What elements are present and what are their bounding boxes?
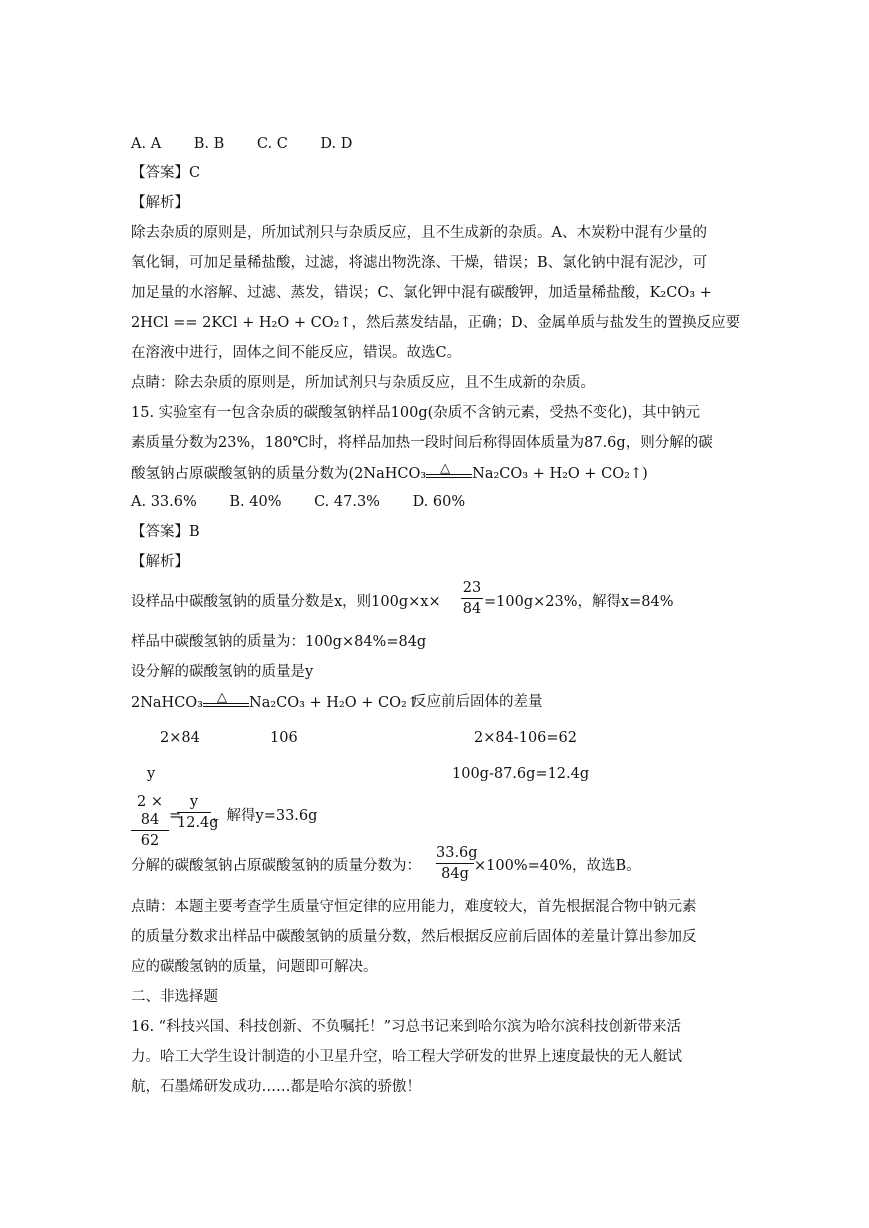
- q15-stem-line: 15. 实验室有一包含杂质的碳酸氢钠样品100g(杂质不含钠元素，受热不变化)，其中钠元: [131, 405, 700, 421]
- q15-option-a: A. 33.6%: [131, 494, 197, 510]
- q14-options: [131, 134, 380, 154]
- q14-analysis-line: 2HCl == 2KCl + H₂O + CO₂↑，然后蒸发结晶，正确；D、金属单质与盐发生的置换反应要: [131, 315, 741, 331]
- q15-step3: 设分解的碳酸氢钠的质量是y: [131, 664, 314, 680]
- q15-row2-unknown: y: [147, 766, 156, 782]
- q14-note: 点睛：除去杂质的原则是，所加试剂只与杂质反应，且不生成新的杂质。: [131, 375, 595, 391]
- q16-stem-line: 16. “科技兴国、科技创新、不负嘱托！”习总书记来到哈尔滨为哈尔滨科技创新带来活: [131, 1019, 681, 1035]
- q15-step1-prefix: 设样品中碳酸氢钠的质量分数是x，则100g×x×: [131, 594, 441, 610]
- q15-proportion-equals: =: [169, 808, 182, 824]
- fraction-denominator: 62: [140, 833, 160, 849]
- q16-stem-line: 力。哈工大学生设计制造的小卫星升空，哈工程大学研发的世界上速度最快的无人艇试: [131, 1049, 682, 1065]
- fraction-numerator: 23: [462, 580, 482, 596]
- q15-step1-suffix: =100g×23%，解得x=84%: [484, 594, 674, 610]
- heat-condition-symbol: [203, 692, 249, 707]
- section-heading: 二、非选择题: [131, 989, 218, 1005]
- q15-equation-note: 反应前后固体的差量: [412, 694, 543, 710]
- fraction-numerator: 33.6g: [436, 845, 478, 861]
- q15-option-b: B. 40%: [229, 494, 282, 510]
- q15-note-line: 点睛：本题主要考查学生质量守恒定律的应用能力，难度较大，首先根据混合物中钠元素: [131, 899, 697, 915]
- q15-option-d: D. 60%: [412, 494, 466, 510]
- q15-row1-mass: 2×84: [160, 730, 200, 746]
- q14-analysis-line: 除去杂质的原则是，所加试剂只与杂质反应，且不生成新的杂质。A、木炭粉中混有少量的: [131, 225, 707, 241]
- q15-stem-line: 素质量分数为23%，180℃时，将样品加热一段时间后称得固体质量为87.6g，则分解的碳: [131, 435, 713, 451]
- q15-note-line: 的质量分数求出样品中碳酸氢钠的质量分数，然后根据反应前后固体的差量计算出参加反: [131, 929, 697, 945]
- fraction-numerator: 2 × 84: [137, 794, 163, 828]
- q15-stem-prefix: 酸氢钠占原碳酸氢钠的质量分数为(2NaHCO₃: [131, 466, 427, 482]
- fraction-numerator: y: [189, 794, 199, 810]
- q15-proportion-result: ，解得y=33.6g: [212, 808, 318, 824]
- q15-proportion-left: [131, 793, 169, 850]
- q15-row1-difference: 2×84-106=62: [474, 730, 578, 746]
- q15-analysis-heading: 【解析】: [131, 554, 189, 570]
- q15-options: [131, 492, 493, 512]
- q14-option-a: A. A: [131, 136, 162, 152]
- q15-step1-fraction: [461, 579, 483, 618]
- q14-analysis-line: 在溶液中进行，固体之间不能反应，错误。故选C。: [131, 345, 462, 361]
- q14-answer: 【答案】C: [131, 165, 201, 181]
- q15-final-prefix: 分解的碳酸氢钠占原碳酸氢钠的质量分数为：: [131, 858, 421, 874]
- q14-option-c: C. C: [256, 136, 288, 152]
- q16-stem-line: 航，石墨烯研发成功……都是哈尔滨的骄傲！: [131, 1079, 421, 1095]
- q14-analysis-line: 氧化铜，可加足量稀盐酸，过滤，将滤出物洗涤、干燥，错误；B、氯化钠中混有泥沙，可: [131, 255, 708, 271]
- equation-left: 2NaHCO₃: [131, 695, 203, 711]
- q15-answer: 【答案】B: [131, 524, 200, 540]
- delta-icon: △: [440, 461, 451, 476]
- q15-row2-difference: 100g-87.6g=12.4g: [452, 766, 590, 782]
- equation-right: Na₂CO₃ + H₂O + CO₂↑: [249, 695, 419, 711]
- fraction-denominator: 12.4g: [177, 815, 219, 831]
- q15-equation: [131, 692, 419, 713]
- q14-option-d: D. D: [320, 136, 353, 152]
- q15-stem-suffix: Na₂CO₃ + H₂O + CO₂↑): [472, 466, 648, 482]
- q14-option-b: B. B: [193, 136, 225, 152]
- q15-note-line: 应的碳酸氢钠的质量，问题即可解决。: [131, 959, 378, 975]
- fraction-denominator: 84g: [441, 866, 469, 882]
- q15-step2: 样品中碳酸氢钠的质量为：100g×84%=84g: [131, 634, 427, 650]
- q14-analysis-heading: 【解析】: [131, 195, 189, 211]
- delta-icon: △: [217, 690, 227, 705]
- q15-final-suffix: ×100%=40%，故选B。: [474, 858, 641, 874]
- q15-final-fraction: [436, 844, 478, 883]
- q15-proportion-right: [177, 793, 219, 832]
- q15-stem-line-3: [131, 463, 648, 484]
- q14-analysis-line: 加足量的水溶解、过滤、蒸发，错误；C、氯化钾中混有碳酸钾，加适量稀盐酸，K₂CO₃ +: [131, 285, 712, 301]
- q15-option-c: C. 47.3%: [314, 494, 380, 510]
- heat-condition-symbol: [426, 463, 472, 478]
- q15-row1-product: 106: [270, 730, 298, 746]
- fraction-denominator: 84: [462, 601, 482, 617]
